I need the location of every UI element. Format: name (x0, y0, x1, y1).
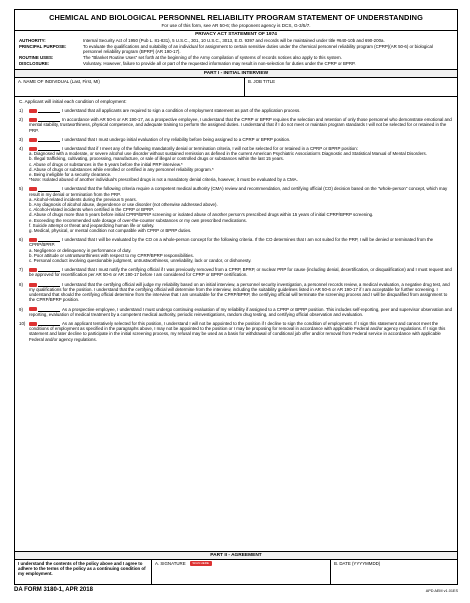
condition-subitem: b. Any diagnosis of alcohol abuse, dependence or use disorder (not otherwise addressed above). (29, 202, 218, 208)
condition-number: 3) (19, 136, 23, 142)
signature-field[interactable] (152, 560, 331, 585)
condition-text: I understand that I must undergo initial evaluation of my reliability before being assigned to a CPRP or BPRP position. (62, 136, 291, 142)
part1-heading: PART I - INITIAL INTERVIEW (15, 69, 457, 78)
condition-body (29, 267, 453, 277)
privacy-label: ROUTINE USES: (19, 55, 54, 60)
edition-label: APD AEM v1.01ES (425, 589, 458, 593)
condition-text: I understand that the certifying official will judge my reliability based on an initial interview, a personnel security investigation, a personnel records review, a medical evaluation, a negative drug test, and my qualifications for the position. I understand that the certifying official will determine from the interview, including the suitability guidelines listed in AR 50-6 or AR 190-17 if I am acceptable for further screening. I understand that should the certifying official determine from the interview that I am unsuitable for the CPRP/BPRP, the certifying official will terminate the screening process and I will be disqualified from assignment to the CPRP/BPRP position. (29, 281, 450, 303)
condition-item (19, 237, 453, 263)
condition-subitem: a. Alcohol-related incidents during the previous 5 years. (29, 196, 137, 202)
condition-body (29, 282, 453, 303)
condition-sublist (29, 197, 453, 233)
initial-field[interactable] (29, 109, 37, 113)
condition-number: 1) (19, 108, 23, 113)
agreement-text: I understand the contents of the policy above and I agree to adhere to the terms of the policy as a continuing condition of my employment. (15, 560, 152, 585)
condition-subitem: *Note: Isolated abused of another individual's prescribed drugs is not a mandatory denial criteria, however, it must be evaluated by a CMA. (29, 177, 298, 183)
privacy-label: AUTHORITY: (19, 38, 46, 43)
name-field[interactable] (15, 78, 245, 96)
privacy-row (15, 44, 457, 54)
privacy-text: Internal Security Act of 1950 (Pub L. 81-831), 5 U.S.C., 301, 10 U.S.C., 3013, E.O. 9397 and records will be maintained under title #640-10b and 690-200a. (83, 38, 385, 43)
part2-heading: PART II - AGREEMENT (15, 551, 457, 560)
condition-subitem: a. Diagnosed with a moderate, or severe alcohol use disorder without sustained remission as defined in the current American Psychiatric Association's Diagnostic and Statistical Manual of Mental Disorders. (29, 151, 427, 157)
condition-subitem: b. Illegal trafficking, cultivating, processing, manufacture, or sale of illegal or controlled drugs or substances within the last 15 years. (29, 156, 284, 162)
condition-subitem: c. Personal conduct involving questionable judgment, untrustworthiness, unreliability, lack or candor, or dishonesty. (29, 258, 252, 264)
privacy-act-heading: PRIVACY ACT STATEMENT OF 1974 (195, 32, 277, 37)
condition-subitem: g. Medical, physical, or mental condition not compatible with CPRP or BPRP duties. (29, 228, 192, 234)
condition-body (29, 146, 453, 182)
condition-text: As an applicant tentatively selected for this position, I understand I will not be appointed to the position if I decline to sign the condition of employment. If I sign this statement and cannot meet the conditions of employment as specified in the paragraphs above, I may not be appointed to the position or I may be proposing for removal in accordance with applicable Federal and/or agency regulations. If I sign this statement and later decline to participate in the initial screening process, my refusal may be used as a basis for withdrawal of conditional job offer and/or removal from Federal service in accordance with applicable Federal and/or agency regulations. (29, 320, 446, 342)
condition-item (19, 282, 453, 303)
condition-item (19, 146, 453, 182)
initial-field[interactable] (29, 138, 37, 142)
date-field[interactable] (331, 560, 457, 585)
condition-body (29, 307, 453, 317)
condition-number: 2) (19, 117, 23, 123)
condition-item (19, 267, 453, 277)
condition-item (19, 137, 453, 142)
condition-number: 8) (19, 281, 23, 287)
condition-item (19, 117, 453, 133)
condition-number: 4) (19, 146, 23, 152)
signature-label: A. SIGNATURE (155, 561, 186, 566)
condition-body (29, 321, 453, 342)
condition-subitem: c. Abuse of drugs or substances in the 5 years before the initial PRP interview.* (29, 161, 183, 167)
condition-number: 5) (19, 186, 23, 192)
condition-body (29, 237, 453, 263)
form-title: CHEMICAL AND BIOLOGICAL PERSONNEL RELIABILITY PROGRAM STATEMENT OF UNDERSTANDING (49, 13, 423, 22)
privacy-text: Voluntary. However, failure to provide all or part of the requested information may result in non-selection for duties under the CPRP or BPRP. (83, 61, 356, 66)
condition-body (29, 186, 453, 233)
condition-number: 9) (19, 306, 23, 312)
form-number: DA FORM 3180-1, APR 2018 (14, 587, 93, 593)
conditions-list (15, 108, 457, 342)
privacy-label: PRINCIPAL PURPOSE: (19, 44, 67, 49)
condition-sublist (29, 151, 453, 182)
agreement-row (15, 560, 457, 585)
privacy-text: The "Blanket Routine Uses" set forth at the beginning of the Army compilation of systems of records notices also apply to this system. (83, 55, 342, 60)
condition-subitem: f. Suicide attempt or threat and jeopardizing human life or safety. (29, 222, 155, 228)
condition-item (19, 108, 453, 113)
initial-underline (38, 137, 60, 142)
applicant-instructions: C. Applicant will initial each condition of employment: (19, 99, 127, 104)
initial-underline (38, 108, 60, 113)
condition-item (19, 186, 453, 233)
condition-body (29, 108, 453, 113)
name-job-row (15, 78, 457, 97)
condition-sublist (29, 248, 453, 264)
part2-agreement (15, 551, 457, 585)
condition-subitem: b. Poor attitude or untrustworthiness with respect to my CPRP/BPRP responsibilities. (29, 252, 194, 258)
condition-text: I understand that if I meet any of the following mandatorily denial or termination criteria, I will not be selected for or retained in a CPRP or BPRP position: (62, 146, 358, 152)
name-label: A. NAME OF INDIVIDUAL (Last, First, MI) (18, 79, 100, 84)
condition-item (19, 321, 453, 342)
job-title-field[interactable] (245, 78, 457, 96)
form-sheet (14, 9, 458, 585)
privacy-row (15, 38, 457, 43)
form-subtitle: For use of this form, see AR 50-6; the proponent agency is DCS, G-3/5/7. (161, 23, 311, 28)
condition-subitem: d. Abuse of drugs more than 5 years before initial CPRP/BPRP screening or isolated abuse of another person's prescribed drugs within 15 years of initial CPRP/BPRP screening. (29, 212, 374, 218)
condition-subitem: c. Alcohol-related incidents when certified in the CPRP or BPRP. (29, 207, 154, 213)
condition-item (19, 307, 453, 317)
condition-number: 7) (19, 267, 23, 273)
condition-number: 6) (19, 237, 23, 243)
condition-text: I understand that I will be evaluated by the CO on a whole-person concept for the following criteria. If the CO determines that I am not suited for the PRP, I will be denied or terminated from the CPRP/BPRP. (29, 237, 434, 248)
privacy-text: To evaluate the qualifications and suitability of an individual for assignment to certain sensitive duties under the chemical personnel reliability program (CPRP)(AR 50-6) or biological personnel reliability program (BPRP) (AR 190-17). (83, 44, 433, 54)
condition-number: 10) (19, 320, 26, 326)
sign-here-button[interactable]: SIGN HERE (190, 561, 212, 566)
condition-subitem: e. Being ineligible for a security clearance. (29, 172, 112, 178)
date-label: B. DATE (YYYYMMDD) (334, 561, 381, 566)
condition-body (29, 137, 453, 142)
condition-text: I understand that the following criteria require a competent medical authority (CMA) review and recommendation, and certifying official (CO) decision based on the "whole-person" concept, which may result in my denial or termination from the PRP. (29, 186, 448, 197)
condition-text: In accordance with AR 50-6 or AR 190-17, as a prospective employee, I understand that the CPRP or BPRP requires the selection and retention of only those personnel who demonstrate emotional and mental stability, trustworthiness, physical competence, and adequate training to perform the assigned duties. I understand that if I do not meet or maintain program standards I will not be selected for or retained in the PRP. (29, 117, 452, 133)
privacy-label: DISCLOSURE: (19, 61, 50, 66)
condition-subitem: a. Negligence or delinquency in performance of duty. (29, 247, 132, 253)
condition-text: As a prospective employee, I understand I must undergo continuing evaluation of my reliability if assigned to a CPRP or BPRP position. This includes self-reporting, peer and supervisor observation and reporting, evaluation of medical treatment by a competent medical authority, periodic reinvestigations, random drug testing, and certifying official observation and evaluation. (29, 306, 453, 317)
condition-subitem: d. Abuse of drugs or substances while enrolled or certified in any personnel reliability program.* (29, 166, 214, 172)
form-footer (14, 587, 458, 593)
privacy-row (15, 61, 457, 66)
job-title-label: B. JOB TITLE (248, 79, 276, 84)
condition-subitem: e. Exceeding the recommended safe dosage of over-the-counter substances or my own prescribed medications. (29, 217, 247, 223)
condition-body (29, 117, 453, 133)
condition-text: I understand that I must notify the certifying official if I was previously removed from a CPRP, BPRP, or nuclear PRP for cause (including denial, decertification, or disqualification) and I must request and be approved for recertification per AR 50-6 or AR 190-17 before I am considered for CPRP or BPRP certification. (29, 267, 452, 278)
privacy-row (15, 55, 457, 60)
condition-text: I understand that all applicants are required to sign a condition of employment statement as part of the application process. (62, 108, 301, 113)
privacy-act-section (15, 38, 457, 66)
